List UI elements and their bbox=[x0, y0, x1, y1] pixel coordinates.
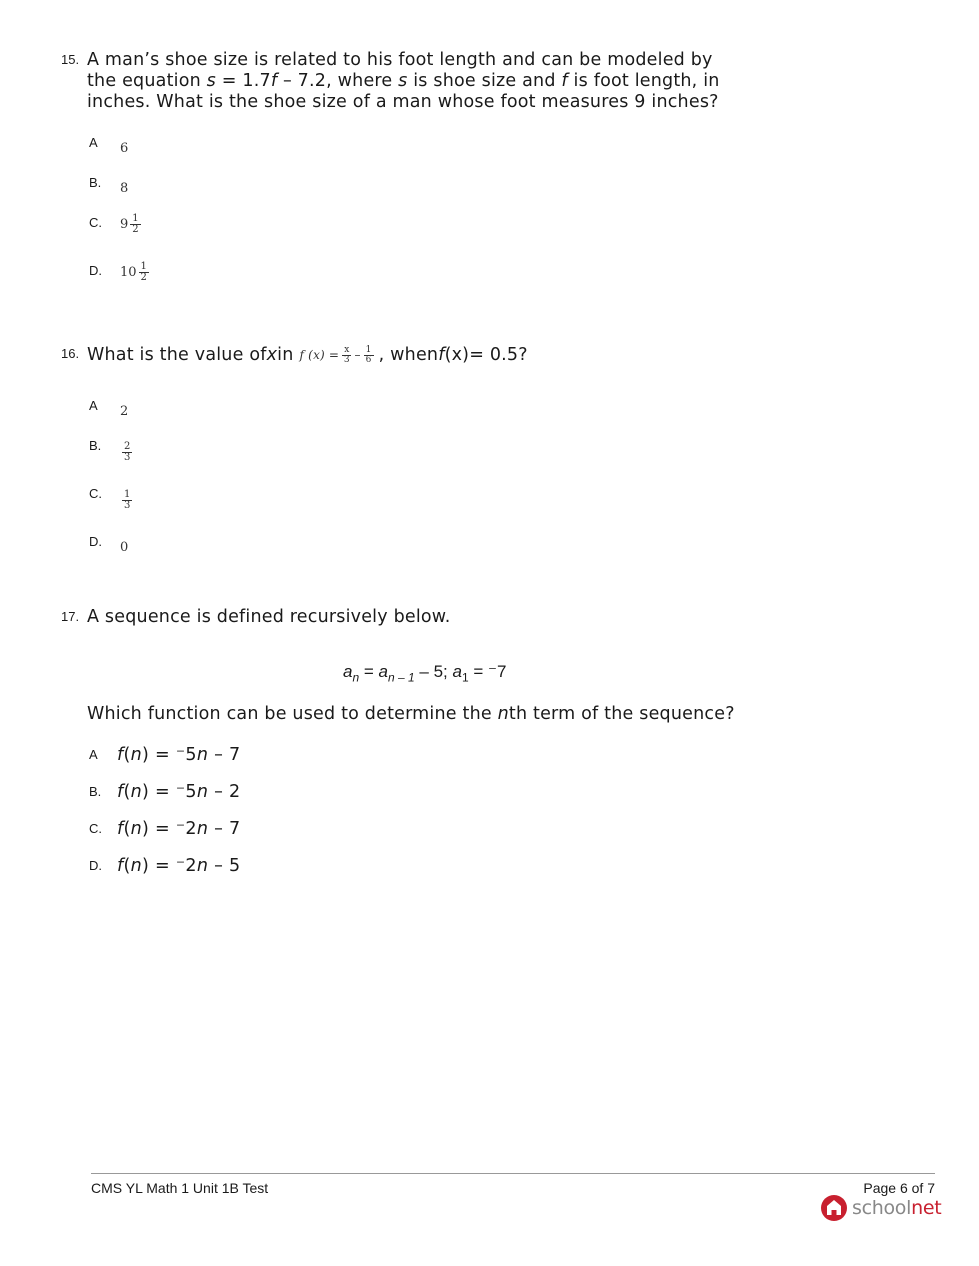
choice-value[interactable]: f(n) = ⁻5n – 7 bbox=[117, 745, 241, 765]
choice-label[interactable]: C. bbox=[89, 215, 102, 230]
choice-value[interactable]: $\frac{2}{3}$ bbox=[124, 441, 131, 463]
question-16-text: What is the value of x in f (x) = $\frac{x}{3}$ – $\frac{1}{6}$ , when f (x) = 0.5? bbox=[87, 345, 528, 365]
choice-label[interactable]: C. bbox=[89, 486, 102, 501]
choice-value[interactable]: $\frac{1}{3}$ bbox=[124, 489, 131, 511]
question-number: 17. bbox=[61, 609, 80, 624]
choice-label[interactable]: A bbox=[89, 398, 98, 413]
question-17-text: A sequence is defined recursively below. bbox=[87, 607, 451, 627]
choice-value[interactable]: 9 $\frac{1}{2}$ bbox=[120, 213, 139, 235]
question-number: 15. bbox=[61, 52, 80, 67]
choice-value[interactable]: 8 bbox=[120, 181, 129, 196]
logo-text: schoolnet bbox=[852, 1197, 942, 1219]
choice-value[interactable]: 10 $\frac{1}{2}$ bbox=[120, 261, 147, 283]
function-image: f (x) = $\frac{x}{3}$ – $\frac{1}{6}$ bbox=[299, 345, 372, 365]
choice-label[interactable]: A bbox=[89, 135, 98, 150]
choice-label[interactable]: A bbox=[89, 747, 98, 762]
page-number: Page 6 of 7 bbox=[863, 1180, 935, 1196]
recursive-formula: $a_n = a_{n - 1} - 5$; $a_1 = ^-7$ bbox=[343, 662, 507, 685]
question-number: 16. bbox=[61, 346, 80, 361]
choice-label[interactable]: C. bbox=[89, 821, 102, 836]
choice-label[interactable]: B. bbox=[89, 175, 102, 190]
schoolnet-logo bbox=[820, 1194, 941, 1222]
question-15-text: A man’s shoe size is related to his foot length and can be modeled by the equation s = 1.7f – 7.2, where s is shoe size and f is foot length, in inches. What is the shoe size of a man whose foot measures 9 inches? bbox=[87, 50, 720, 112]
choice-value[interactable]: 6 bbox=[120, 141, 129, 156]
question-17-prompt: Which function can be used to determine the nth term of the sequence? bbox=[87, 704, 735, 724]
test-name: CMS YL Math 1 Unit 1B Test bbox=[91, 1180, 269, 1196]
choice-label[interactable]: B. bbox=[89, 438, 102, 453]
choice-label[interactable]: B. bbox=[89, 784, 102, 799]
choice-value[interactable]: 2 bbox=[120, 404, 129, 419]
choice-value[interactable]: f(n) = ⁻5n – 2 bbox=[117, 782, 241, 802]
choice-value[interactable]: f(n) = ⁻2n – 7 bbox=[117, 819, 241, 839]
footer-divider bbox=[91, 1173, 935, 1174]
choice-label[interactable]: D. bbox=[89, 858, 102, 873]
choice-label[interactable]: D. bbox=[89, 263, 102, 278]
choice-value[interactable]: f(n) = ⁻2n – 5 bbox=[117, 856, 241, 876]
choice-label[interactable]: D. bbox=[89, 534, 102, 549]
choice-value[interactable]: 0 bbox=[120, 540, 129, 555]
schoolnet-house-icon bbox=[820, 1194, 848, 1222]
